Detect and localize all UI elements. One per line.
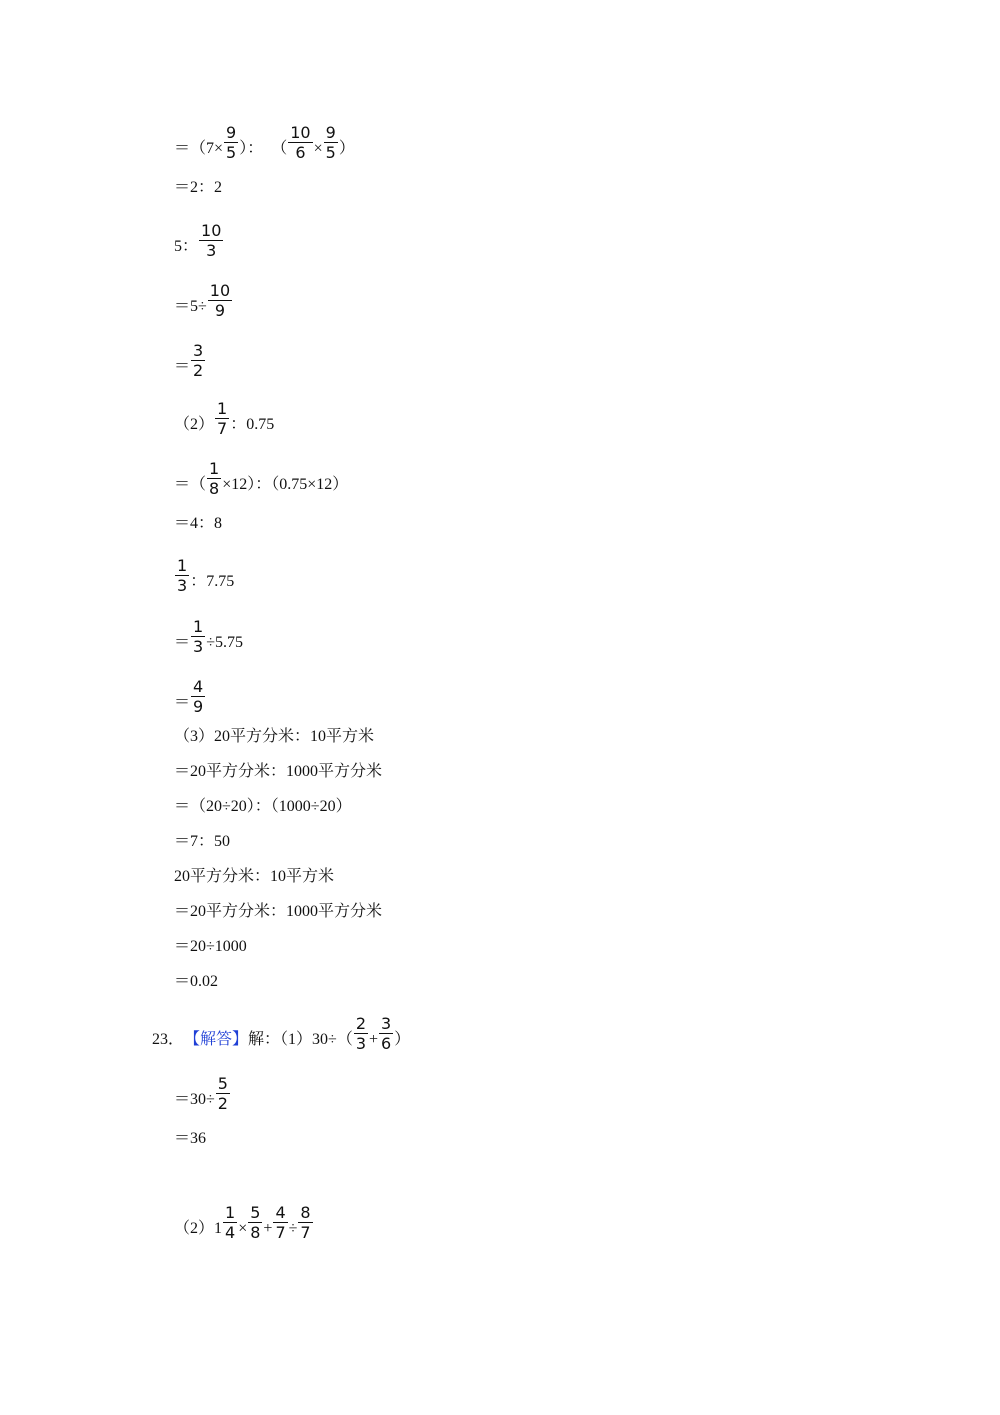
fraction-numerator: 1 (177, 556, 188, 575)
fraction-numerator: 4 (193, 677, 204, 696)
fraction (207, 460, 221, 497)
fraction-numerator: 5 (250, 1203, 261, 1222)
fraction-numerator: 8 (300, 1203, 311, 1222)
fraction-numerator: 1 (217, 399, 228, 418)
fraction-numerator: 10 (290, 123, 311, 142)
fraction-denominator: 9 (214, 301, 226, 320)
fraction-denominator: 5 (226, 143, 237, 162)
fraction-denominator: 3 (206, 241, 217, 260)
fraction-denominator: 7 (300, 1223, 311, 1242)
fraction (273, 1204, 287, 1241)
fraction (175, 557, 189, 594)
fraction-numerator: 1 (193, 617, 204, 636)
math-line (174, 677, 206, 716)
math-text: ÷ (288, 1220, 298, 1237)
fraction-numerator: 3 (193, 341, 204, 360)
math-text: 23． (152, 1031, 185, 1048)
math-line (152, 1014, 411, 1053)
math-text: ） (394, 1031, 411, 1048)
math-line (174, 1074, 231, 1113)
math-text: ＝36 (174, 1130, 207, 1147)
math-text: ×12）：（0.75×12） (222, 476, 349, 493)
math-line (174, 221, 224, 260)
fraction (298, 1204, 312, 1241)
fraction-denominator: 2 (193, 361, 204, 380)
fraction-numerator: 1 (209, 459, 220, 478)
fraction (288, 124, 312, 161)
fraction-denominator: 7 (275, 1223, 286, 1242)
math-text: （2） (174, 416, 215, 433)
fraction-numerator: 9 (325, 123, 336, 142)
math-text: ）： (239, 140, 264, 157)
fraction-numerator: 10 (209, 281, 231, 300)
fraction-numerator: 4 (275, 1203, 286, 1222)
math-text: 解：（1）30÷（ (248, 1031, 353, 1048)
math-text: ＝ (174, 694, 191, 711)
math-line (174, 933, 247, 957)
math-text: ＝30÷ (174, 1091, 215, 1108)
fraction (216, 1075, 230, 1112)
math-text: ＝4：8 (174, 515, 223, 532)
fraction (208, 282, 232, 319)
answer-tag: 【解答】 (184, 1031, 249, 1048)
math-text: + (369, 1031, 379, 1048)
fraction-numerator: 2 (355, 1014, 367, 1033)
math-text: + (263, 1220, 273, 1237)
math-line (174, 174, 222, 198)
math-text: ＝0.02 (174, 973, 219, 990)
fraction-denominator: 8 (209, 479, 220, 498)
fraction-numerator: 1 (225, 1203, 236, 1222)
fraction-denominator: 9 (193, 697, 204, 716)
math-text: （3）20平方分米：10平方米 (174, 728, 375, 745)
fraction (354, 1015, 368, 1052)
math-text: ÷5.75 (206, 634, 243, 651)
math-text: 20平方分米：10平方米 (174, 868, 335, 885)
math-text: 5： (174, 238, 199, 255)
fraction-denominator: 2 (217, 1094, 228, 1113)
fraction-denominator: 7 (217, 419, 228, 438)
math-text: ：7.75 (190, 573, 235, 590)
fraction (379, 1015, 393, 1052)
fraction (224, 124, 238, 161)
math-line (174, 863, 334, 887)
math-line (174, 341, 206, 380)
math-line (174, 556, 235, 595)
math-line (174, 793, 352, 817)
fraction-denominator: 6 (295, 143, 306, 162)
fraction-denominator: 3 (177, 576, 188, 595)
math-text: ＝20平方分米：1000平方分米 (174, 903, 383, 920)
fraction-numerator: 10 (201, 221, 222, 240)
math-text: ＝（7× (174, 140, 224, 157)
fraction-denominator: 5 (325, 143, 336, 162)
math-text: ＝5÷ (174, 298, 207, 315)
fraction (215, 400, 229, 437)
fraction (191, 678, 205, 715)
math-line (174, 968, 218, 992)
math-text: ＝2：2 (174, 179, 223, 196)
math-text: ＝（ (174, 476, 207, 493)
fraction-denominator: 4 (225, 1223, 236, 1242)
math-line (174, 723, 374, 747)
math-line (174, 510, 222, 534)
math-text: ＝7：50 (174, 833, 231, 850)
math-text: ：0.75 (230, 416, 275, 433)
math-line (174, 617, 243, 656)
math-text: （ (263, 140, 288, 157)
math-line (174, 898, 382, 922)
math-text: ＝（20÷20）：（1000÷20） (174, 798, 352, 815)
math-line (174, 828, 230, 852)
math-text: （2）1 (174, 1220, 223, 1237)
fraction-denominator: 6 (381, 1034, 392, 1053)
fraction (199, 222, 223, 259)
math-text: ＝20平方分米：1000平方分米 (174, 763, 383, 780)
math-line (174, 459, 349, 498)
math-line (174, 1203, 314, 1242)
fraction (223, 1204, 237, 1241)
fraction (191, 618, 205, 655)
math-line (174, 399, 275, 438)
fraction-numerator: 9 (226, 123, 237, 142)
math-text: ＝ (174, 358, 191, 375)
fraction-numerator: 5 (217, 1074, 228, 1093)
fraction-denominator: 3 (193, 637, 204, 656)
math-text: × (238, 1220, 248, 1237)
fraction-denominator: 8 (250, 1223, 261, 1242)
math-text: ＝ (174, 634, 191, 651)
math-text: ） (338, 140, 355, 157)
fraction (191, 342, 205, 379)
math-line (174, 281, 233, 320)
fraction-denominator: 3 (355, 1034, 367, 1053)
math-text: ＝20÷1000 (174, 938, 247, 955)
math-line (174, 758, 382, 782)
fraction (248, 1204, 262, 1241)
fraction (324, 124, 338, 161)
math-text: × (313, 140, 323, 157)
math-line (174, 123, 355, 162)
math-line (174, 1125, 206, 1149)
fraction-numerator: 3 (381, 1014, 392, 1033)
